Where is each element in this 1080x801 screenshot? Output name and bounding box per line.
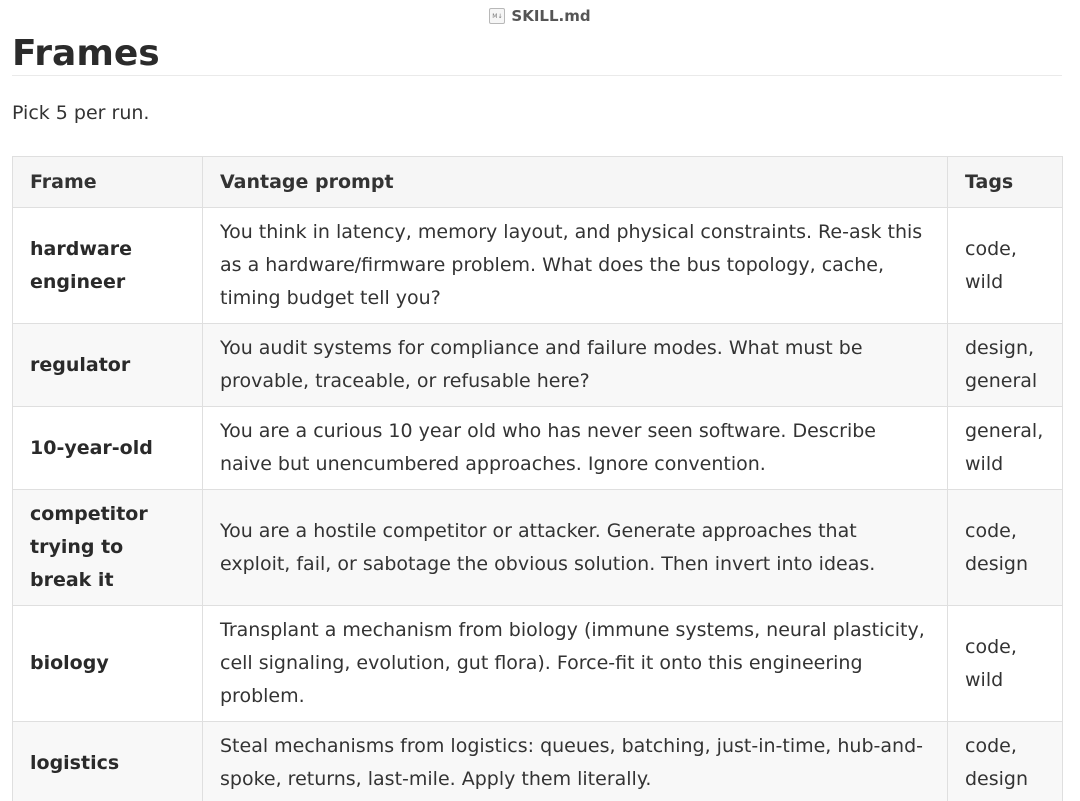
page-title: Frames <box>12 32 1062 76</box>
frames-table <box>12 156 1063 801</box>
frame-cell: regulator <box>13 324 203 407</box>
prompt-cell: You are a curious 10 year old who has never seen software. Describe naive but unencumbered approaches. Ignore convention. <box>203 407 948 490</box>
table-header-row <box>13 157 1063 208</box>
tags-cell: code, wild <box>948 208 1063 324</box>
intro-paragraph: Pick 5 per run. <box>12 102 150 124</box>
prompt-cell: You audit systems for compliance and failure modes. What must be provable, traceable, or refusable here? <box>203 324 948 407</box>
table-row <box>13 208 1063 324</box>
prompt-cell: You are a hostile competitor or attacker. Generate approaches that exploit, fail, or sabotage the obvious solution. Then invert into ideas. <box>203 490 948 606</box>
table-row <box>13 722 1063 801</box>
frame-cell: competitor trying to break it <box>13 490 203 606</box>
prompt-cell: Transplant a mechanism from biology (immune systems, neural plasticity, cell signaling, evolution, gut flora). Force-fit it onto this engineering problem. <box>203 606 948 722</box>
document-body <box>0 32 1080 801</box>
frame-cell: biology <box>13 606 203 722</box>
table-row <box>13 490 1063 606</box>
table-row <box>13 606 1063 722</box>
tags-cell: code, wild <box>948 606 1063 722</box>
tags-cell: code, design <box>948 490 1063 606</box>
table-row <box>13 324 1063 407</box>
title-bar <box>0 0 1080 32</box>
header-vantage-prompt: Vantage prompt <box>203 157 948 208</box>
file-name: SKILL.md <box>511 7 591 25</box>
table-row <box>13 407 1063 490</box>
markdown-file-icon: M↓ <box>489 8 505 24</box>
prompt-cell: You think in latency, memory layout, and physical constraints. Re-ask this as a hardware/firmware problem. What does the bus topology, cache, timing budget tell you? <box>203 208 948 324</box>
frame-cell: 10-year-old <box>13 407 203 490</box>
tags-cell: design, general <box>948 324 1063 407</box>
prompt-cell: Steal mechanisms from logistics: queues, batching, just-in-time, hub-and-spoke, returns, last-mile. Apply them literally. <box>203 722 948 801</box>
header-tags: Tags <box>948 157 1063 208</box>
tags-cell: code, design <box>948 722 1063 801</box>
tags-cell: general, wild <box>948 407 1063 490</box>
frame-cell: hardware engineer <box>13 208 203 324</box>
frame-cell: logistics <box>13 722 203 801</box>
header-frame: Frame <box>13 157 203 208</box>
